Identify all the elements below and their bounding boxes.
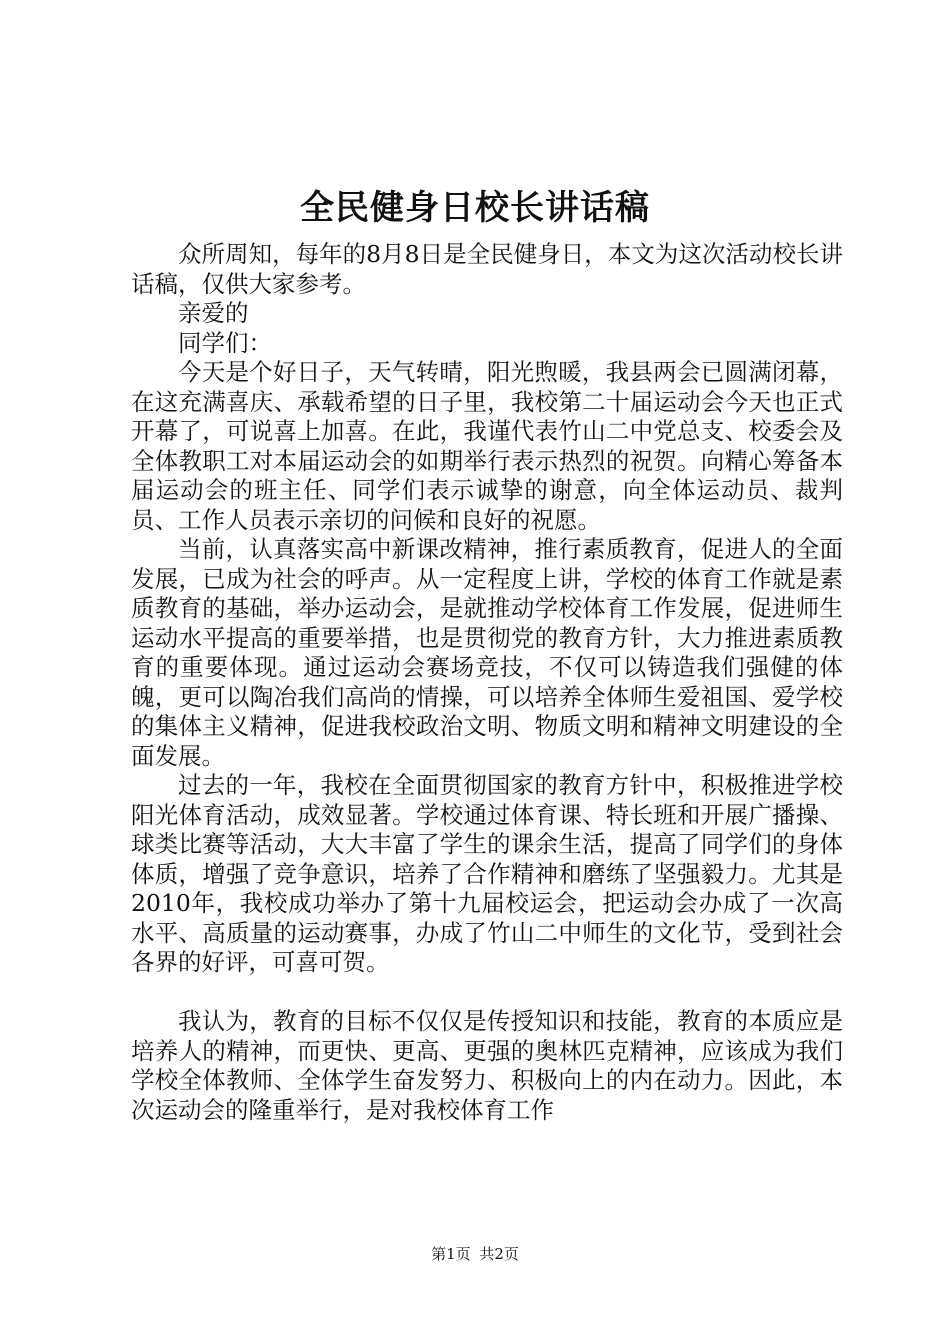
paragraph-gap [131, 978, 843, 1008]
paragraph-salutation-1: 亲爱的 [178, 299, 249, 327]
page-number: 第1页 [431, 1245, 471, 1263]
document-body [131, 240, 843, 1125]
page-total: 共2页 [479, 1245, 519, 1263]
paragraph-past-year: 过去的一年，我校在全面贯彻国家的教育方针中，积极推进学校阳光体育活动，成效显著。学校通过体育课、特长班和开展广播操、球类比赛等活动，大大丰富了学生的课余生活，提高了同学们的身体体质，增强了竞争意识，培养了合作精神和磨练了坚强毅力。尤其是2010年，我校成功举办了第十九届校运会，把运动会办成了一次高水平、高质量的运动赛事，办成了竹山二中师生的文化节，受到社会各界的好评，可喜可贺。 [131, 771, 843, 976]
paragraph-current: 当前，认真落实高中新课改精神，推行素质教育，促进人的全面发展，已成为社会的呼声。从一定程度上讲，学校的体育工作就是素质教育的基础，举办运动会，是就推动学校体育工作发展，促进师生运动水平提高的重要举措，也是贯彻党的教育方针，大力推进素质教育的重要体现。通过运动会赛场竞技，不仅可以铸造我们强健的体魄，更可以陶冶我们高尚的情操，可以培养全体师生爱祖国、爱学校的集体主义精神，促进我校政治文明、物质文明和精神文明建设的全面发展。 [131, 535, 843, 770]
paragraph-salutation-2: 同学们： [178, 328, 272, 357]
page-footer [0, 1244, 950, 1264]
document-title: 全民健身日校长讲话稿 [300, 188, 650, 228]
paragraph-education-goal: 我认为，教育的目标不仅仅是传授知识和技能，教育的本质应是培养人的精神，而更快、更高、更强的奥林匹克精神，应该成为我们学校全体教师、全体学生奋发努力、积极向上的内在动力。因此，本次运动会的隆重举行，是对我校体育工作 [131, 1007, 843, 1124]
paragraph-intro: 众所周知，每年的8月8日是全民健身日，本文为这次活动校长讲话稿，仅供大家参考。 [131, 240, 843, 298]
paragraph-opening: 今天是个好日子，天气转晴，阳光煦暖，我县两会已圆满闭幕，在这充满喜庆、承载希望的日子里，我校第二十届运动会今天也正式开幕了，可说喜上加喜。在此，我谨代表竹山二中党总支、校委会及全体教职工对本届运动会的如期举行表示热烈的祝贺。向精心筹备本届运动会的班主任、同学们表示诚挚的谢意，向全体运动员、裁判员、工作人员表示亲切的问候和良好的祝愿。 [131, 358, 843, 534]
